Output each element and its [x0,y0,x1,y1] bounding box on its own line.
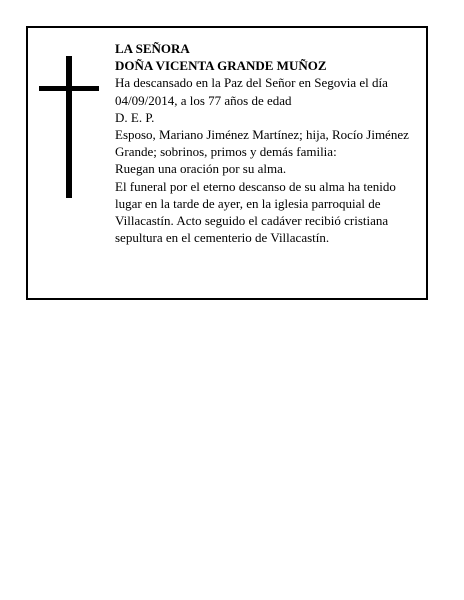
notice-paragraph-prayer: Ruegan una oración por su alma. [115,161,287,177]
notice-paragraph-death: Ha descansado en la Paz del Señor en Segovia el día 04/09/2014, a los 77 años de edad [115,75,388,108]
notice-paragraph-rip: D. E. P. [115,109,155,125]
cross-horizontal-bar [39,86,99,91]
notice-text [115,40,415,246]
notice-paragraph-family: Esposo, Mariano Jiménez Martínez; hija, Rocío Jiménez Grande; sobrinos, primos y demás familia: [115,127,409,160]
obituary-notice [26,26,428,300]
cross-icon [39,56,99,198]
cross-vertical-bar [66,56,72,198]
notice-heading-name: DOÑA VICENTA GRANDE MUÑOZ [115,58,327,74]
notice-paragraph-funeral: El funeral por el eterno descanso de su alma ha tenido lugar en la tarde de ayer, en la iglesia parroquial de Villacastín. Acto seguido el cadáver recibió cristiana sepultura en el cementerio de Villacastín. [115,178,396,246]
notice-heading-title: LA SEÑORA [115,41,190,56]
